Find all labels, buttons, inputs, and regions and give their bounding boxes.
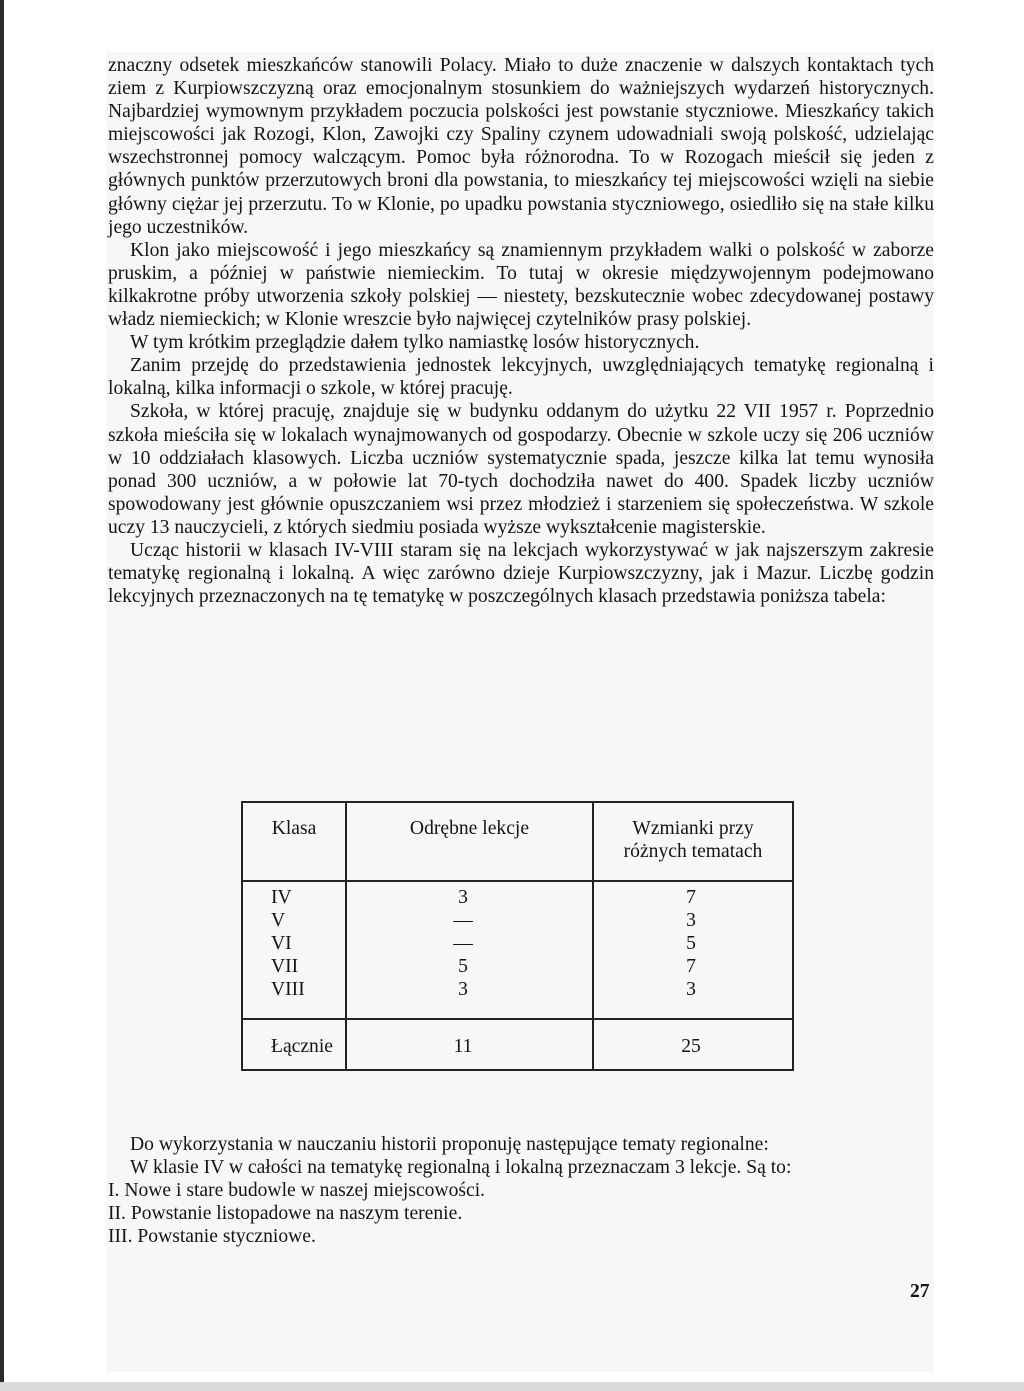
paragraph: Szkoła, w której pracuję, znajduje się w budynku oddanym do użytku 22 VII 1957 r. Poprzednio szkoła mieściła się w lokalach wynajmowanych od gospodarzy. Obecnie w szkole uczy się 206 uczniów w 10 oddziałach klasowych. Liczba uczniów systematycznie spada, jeszcze kilka lat temu wynosiła ponad 300 uczniów, a w połowie lat 70-tych dochodziła nawet do 400. Spadek liczby uczniów spowodowany jest głównie opuszczaniem wsi przez młodzież i starzeniem się społeczeństwa. W szkole uczy 13 nauczycieli, z których siedmiu posiada wyższe wykształcenie magisterskie. <box>108 401 934 538</box>
table-cell-klasa: VI <box>271 933 292 954</box>
table-cell-odrebne: 3 <box>458 887 468 908</box>
topics-intro: Do wykorzystania w nauczaniu historii proponuję następujące tematy regionalne: <box>130 1134 769 1155</box>
topic-item: II. Powstanie listopadowe na naszym terenie. <box>108 1203 463 1225</box>
lessons-table <box>241 801 794 1071</box>
scan-edge <box>0 1382 1024 1391</box>
header-divider <box>243 880 792 882</box>
header-klasa: Klasa <box>271 818 317 839</box>
table-cell-klasa: V <box>271 910 286 931</box>
header-wzmianki-line2: różnych tematach <box>623 841 763 862</box>
total-wzmianki: 25 <box>681 1036 701 1057</box>
table-cell-wzmianki: 3 <box>686 979 696 1000</box>
class-iv-note: W klasie IV w całości na tematykę regionalną i lokalną przeznaczam 3 lekcje. Są to: <box>130 1157 792 1179</box>
table-cell-wzmianki: 5 <box>686 933 696 954</box>
paragraph: W tym krótkim przeglądzie dałem tylko namiastkę losów historycznych. <box>130 332 700 354</box>
page-number: 27 <box>910 1281 930 1302</box>
header-wzmianki-line1: Wzmianki przy <box>632 818 754 839</box>
table-cell-klasa: IV <box>271 887 292 908</box>
paragraph: Zanim przejdę do przedstawienia jednostek lekcyjnych, uwzględniających tematykę regionalną i lokalną, kilka informacji o szkole, w której pracuję. <box>108 355 934 400</box>
total-odrebne: 11 <box>453 1036 473 1057</box>
table-cell-wzmianki: 7 <box>686 887 696 908</box>
total-divider <box>243 1018 792 1020</box>
klasa-column <box>271 886 341 1001</box>
table-cell-odrebne: — <box>453 933 473 954</box>
table-cell-klasa: VIII <box>271 979 305 1000</box>
table-cell-odrebne: — <box>453 910 473 931</box>
scan-edge <box>0 0 4 1391</box>
topic-item: III. Powstanie styczniowe. <box>108 1226 316 1248</box>
paragraph: Ucząc historii w klasach IV-VIII staram się na lekcjach wykorzystywać w jak najszerszym zakresie tematykę regionalną i lokalną. A więc zarówno dzieje Kurpiowszczyzny, jak i Mazur. Liczbę godzin lekcyjnych przeznaczonych na tę tematykę w poszczególnych klasach przedstawia poniższa tabela: <box>108 539 934 608</box>
table-cell-klasa: VII <box>271 956 299 977</box>
topics-list <box>108 1133 934 1248</box>
wzmianki-column <box>676 886 706 1001</box>
column-divider <box>345 803 347 1069</box>
table-cell-wzmianki: 7 <box>686 956 696 977</box>
header-odrebne-lekcje: Odrębne lekcje <box>409 818 530 839</box>
topic-item: I. Nowe i stare budowle w naszej miejscowości. <box>108 1180 486 1202</box>
header-wzmianki <box>594 817 792 863</box>
odrebne-column <box>448 886 478 1001</box>
paragraph: Klon jako miejscowość i jego mieszkańcy są znamiennym przykładem walki o polskość w zaborze pruskim, a później w państwie niemieckim. To tutaj w okresie międzywojennym podejmowano kilkakrotne próby utworzenia szkoły polskiej — niestety, bezskutecznie wobec zdecydowanej postawy władz niemieckich; w Klonie wreszcie było najwięcej czytelników prasy polskiej. <box>108 239 934 331</box>
table-cell-odrebne: 3 <box>458 979 468 1000</box>
table-cell-odrebne: 5 <box>458 956 468 977</box>
body-text <box>108 54 934 608</box>
table-cell-wzmianki: 3 <box>686 910 696 931</box>
total-label: Łącznie <box>271 1036 333 1057</box>
paragraph: znaczny odsetek mieszkańców stanowili Polacy. Miało to duże znaczenie w dalszych kontaktach tych ziem z Kurpiowszczyzną oraz emocjonalnym stosunkiem do ważniejszych wydarzeń historycznych. Najbardziej wymownym przykładem poczucia polskości jest powstanie styczniowe. Mieszkańcy takich miejscowości jak Rozogi, Klon, Zawojki czy Spaliny czynem udowadniali swoją polskość, udzielając wszechstronnej pomocy walczącym. Pomoc była różnorodna. To w Rozogach mieścił się jeden z głównych punktów przerzutowych broni dla powstania, to mieszkańcy tej miejscowości wzięli na siebie główny ciężar jej przerzutu. To w Klonie, po upadku powstania styczniowego, osiedliło się na stałe kilku jego uczestników. <box>108 55 934 238</box>
